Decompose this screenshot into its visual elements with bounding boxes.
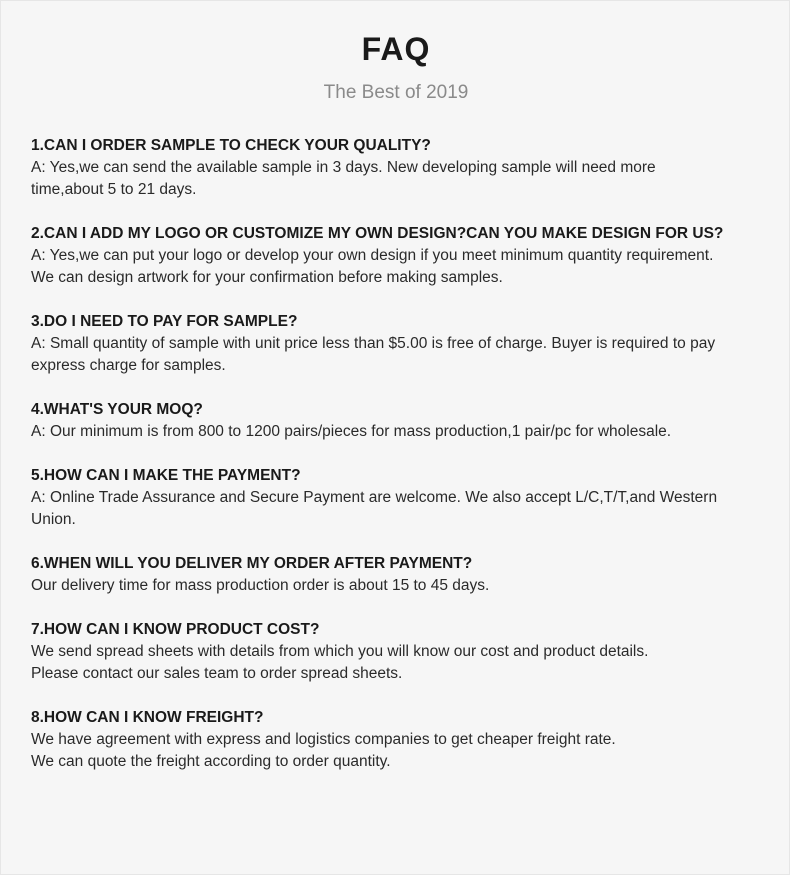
- faq-answer-line: We can quote the freight according to order quantity.: [31, 753, 391, 770]
- faq-answer-line: Please contact our sales team to order spread sheets.: [31, 665, 403, 682]
- faq-question: 6.WHEN WILL YOU DELIVER MY ORDER AFTER PAYMENT?: [31, 555, 473, 572]
- faq-question: 8.HOW CAN I KNOW FREIGHT?: [31, 709, 264, 726]
- faq-item-8: [31, 707, 771, 773]
- page-title: FAQ: [361, 31, 431, 67]
- faq-item-3: [31, 311, 771, 377]
- faq-answer: [31, 641, 771, 685]
- faq-answer-line: time,about 5 to 21 days.: [31, 181, 197, 198]
- faq-list: [31, 135, 771, 795]
- faq-question: 3.DO I NEED TO PAY FOR SAMPLE?: [31, 313, 298, 330]
- faq-answer-line: Union.: [31, 511, 76, 528]
- faq-answer-line: A: Yes,we can send the available sample in 3 days. New developing sample will need more: [31, 159, 656, 176]
- faq-item-6: [31, 553, 771, 597]
- faq-answer: [31, 245, 771, 289]
- faq-answer-line: A: Online Trade Assurance and Secure Payment are welcome. We also accept L/C,T/T,and Western: [31, 489, 718, 506]
- faq-answer-line: A: Our minimum is from 800 to 1200 pairs/pieces for mass production,1 pair/pc for wholesale.: [31, 423, 672, 440]
- faq-answer-line: We can design artwork for your confirmation before making samples.: [31, 269, 503, 286]
- page-subtitle: The Best of 2019: [323, 82, 469, 103]
- faq-item-2: [31, 223, 771, 289]
- faq-question: 1.CAN I ORDER SAMPLE TO CHECK YOUR QUALITY?: [31, 137, 431, 154]
- faq-question: 4.WHAT'S YOUR MOQ?: [31, 401, 203, 418]
- faq-answer-line: express charge for samples.: [31, 357, 226, 374]
- faq-item-5: [31, 465, 771, 531]
- faq-answer: [31, 729, 771, 773]
- faq-answer: [31, 421, 771, 443]
- faq-item-7: [31, 619, 771, 685]
- faq-answer: [31, 487, 771, 531]
- faq-item-4: [31, 399, 771, 443]
- faq-question: 7.HOW CAN I KNOW PRODUCT COST?: [31, 621, 320, 638]
- faq-answer: [31, 575, 771, 597]
- faq-item-1: [31, 135, 771, 201]
- faq-answer-line: A: Small quantity of sample with unit price less than $5.00 is free of charge. Buyer is required to pay: [31, 335, 716, 352]
- faq-answer-line: Our delivery time for mass production order is about 15 to 45 days.: [31, 577, 490, 594]
- faq-answer-line: We have agreement with express and logistics companies to get cheaper freight rate.: [31, 731, 616, 748]
- faq-answer-line: We send spread sheets with details from which you will know our cost and product details.: [31, 643, 649, 660]
- faq-answer: [31, 157, 771, 201]
- faq-answer-line: A: Yes,we can put your logo or develop your own design if you meet minimum quantity requirement.: [31, 247, 714, 264]
- faq-question: 2.CAN I ADD MY LOGO OR CUSTOMIZE MY OWN DESIGN?CAN YOU MAKE DESIGN FOR US?: [31, 225, 724, 242]
- faq-answer: [31, 333, 771, 377]
- faq-question: 5.HOW CAN I MAKE THE PAYMENT?: [31, 467, 301, 484]
